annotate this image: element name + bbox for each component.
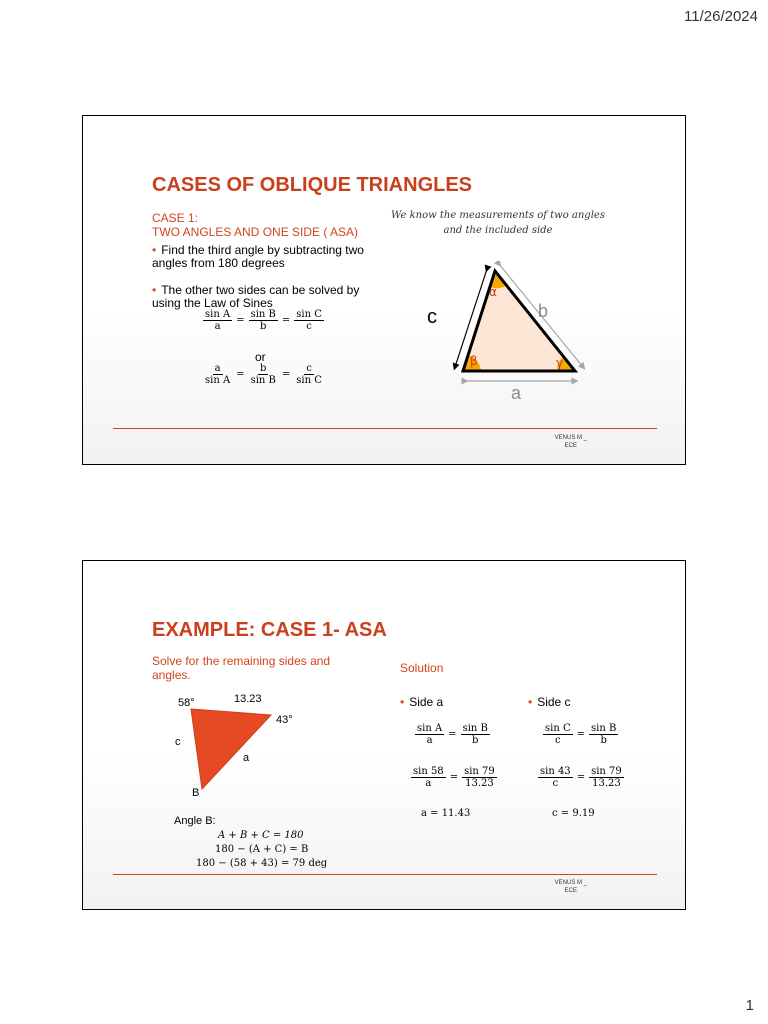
gamma-label: γ [556, 356, 564, 370]
alpha-label: α [489, 285, 497, 299]
angle-b-equation-3: 180 − (58 + 43) = 79 deg [196, 858, 328, 869]
bullet-text: Side a [409, 695, 444, 709]
footer-line2: ECE [564, 888, 577, 894]
note-line1: We know the measurements of two angles [391, 210, 605, 221]
side-a-bullet [400, 696, 443, 709]
bullet-text: Find the third angle by subtracting two angles from 180 degrees [152, 243, 364, 270]
bullet-dot: • [400, 695, 405, 709]
angle-b-heading: Angle B: [174, 815, 216, 827]
angle-a-label: 58° [178, 697, 195, 709]
triangle-shape [191, 709, 271, 789]
side-a-result: a = 11.43 [421, 808, 471, 819]
asa-note [383, 208, 613, 238]
side-a-label: a [511, 383, 522, 403]
slide-title: EXAMPLE: CASE 1- ASA [152, 619, 387, 641]
bullet-text: The other two sides can be solved by using the Law of Sines [152, 283, 360, 310]
bullet-text: Side c [537, 695, 571, 709]
side-c-label: c [175, 736, 181, 748]
footer-rule [113, 428, 657, 429]
top-side-label: 13.23 [234, 693, 262, 705]
bullet-item [152, 284, 372, 310]
solution-heading: Solution [400, 661, 444, 675]
side-c-result: c = 9.19 [552, 808, 595, 819]
footer-line1: VENUS M _ [554, 435, 587, 441]
print-date: 11/26/2024 [684, 8, 758, 25]
footer-rule [113, 874, 657, 875]
or-text: or [255, 350, 266, 364]
angle-b-equation-1: A + B + C = 180 [218, 830, 304, 841]
side-c-equation-1: $\frac{\text{sin C}}{c}$ = $\frac{\text{sin B}}{b}$ [545, 723, 617, 746]
slide-footer [555, 434, 587, 450]
page-number: 1 [745, 997, 754, 1014]
side-a-label: a [243, 752, 250, 764]
bullet-dot: • [152, 283, 157, 297]
side-c-bullet [528, 696, 571, 709]
beta-label: β [470, 354, 478, 368]
case-heading [152, 211, 358, 239]
note-line2: and the included side [443, 225, 553, 236]
side-a-equation-2: $\frac{\sin 58}{a}$ = $\frac{\sin 79}{13.23}$ [413, 766, 495, 789]
law-of-sines-1: $\frac{\text{sin A}}{a}$ = $\frac{\text{sin B}}{b}$ = $\frac{\text{sin C}}{c}$ [205, 309, 322, 332]
law-of-sines-2: $\frac{a}{\text{sin A}}$ = $\frac{b}{\text{sin B}}$ = $\frac{c}{\text{sin C}}$ [205, 363, 322, 386]
side-b-label: b [538, 301, 549, 321]
angle-c-label: 43° [276, 714, 293, 726]
bullet-dot: • [528, 695, 533, 709]
case-line1: CASE 1: [152, 211, 199, 225]
side-c-label: c [427, 306, 437, 328]
bullet-item [152, 244, 372, 270]
bullet-dot: • [152, 243, 157, 257]
side-a-equation-1: $\frac{\text{sin A}}{a}$ = $\frac{\text{sin B}}{b}$ [417, 723, 488, 746]
slide-oblique-triangles [82, 115, 686, 465]
slide-title: CASES OF OBLIQUE TRIANGLES [152, 174, 473, 196]
angle-b-equation-2: 180 − (A + C) = B [215, 844, 309, 855]
case-line2: TWO ANGLES AND ONE SIDE ( ASA) [152, 225, 359, 239]
asa-triangle-diagram [423, 261, 603, 406]
footer-line1: VENUS M _ [554, 880, 587, 886]
slide-footer [555, 879, 587, 895]
vertex-b-label: B [192, 787, 200, 799]
slide-example-asa [82, 560, 686, 910]
problem-prompt: Solve for the remaining sides and angles. [152, 654, 331, 682]
side-c-equation-2: $\frac{\sin 43}{c}$ = $\frac{\sin 79}{13.23}$ [540, 766, 622, 789]
footer-line2: ECE [564, 443, 577, 449]
